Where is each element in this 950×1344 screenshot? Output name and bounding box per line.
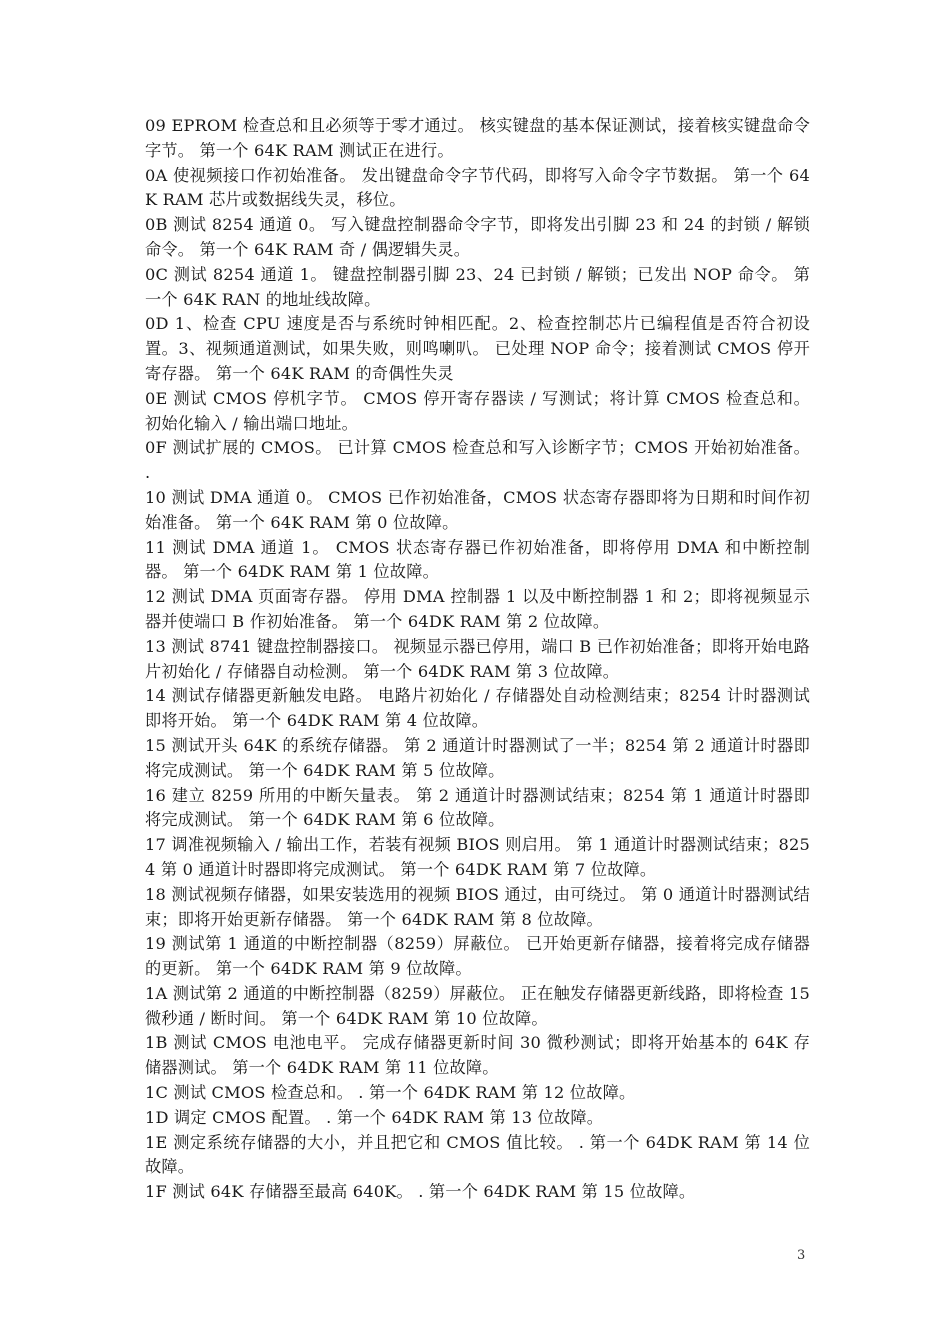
post-code-entry-1e: 1E 测定系统存储器的大小，并且把它和 CMOS 值比较。 . 第一个 64DK RAM 第 14 位故障。 xyxy=(145,1132,810,1177)
post-code-entry-15: 15 测试开头 64K 的系统存储器。 第 2 通道计时器测试了一半；8254 第 2 通道计时器即将完成测试。 第一个 64DK RAM 第 5 位故障。 xyxy=(145,735,810,780)
post-code-entry-13: 13 测试 8741 键盘控制器接口。 视频显示器已停用，端口 B 已作初始准备；即将开始电路片初始化 / 存储器自动检测。 第一个 64DK RAM 第 3 位故障。 xyxy=(145,636,810,681)
post-code-entry-10: 10 测试 DMA 通道 0。 CMOS 已作初始准备，CMOS 状态寄存器即将为日期和时间作初始准备。 第一个 64K RAM 第 0 位故障。 xyxy=(145,487,810,532)
post-code-entry-0b: 0B 测试 8254 通道 0。 写入键盘控制器命令字节，即将发出引脚 23 和 24 的封锁 / 解锁命令。 第一个 64K RAM 奇 / 偶逻辑失灵。 xyxy=(145,215,810,259)
post-code-entry-11: 11 测试 DMA 通道 1。 CMOS 状态寄存器已作初始准备，即将停用 DMA 和中断控制器。 第一个 64DK RAM 第 1 位故障。 xyxy=(145,537,810,582)
post-code-entry-0f: 0F 测试扩展的 CMOS。 已计算 CMOS 检查总和写入诊断字节；CMOS 开始初始准备。 . xyxy=(145,438,810,483)
post-code-entry-18: 18 测试视频存储器，如果安装选用的视频 BIOS 通过，由可绕过。 第 0 通道计时器测试结束；即将开始更新存储器。 第一个 64DK RAM 第 8 位故障。 xyxy=(145,884,810,929)
post-code-entry-1a: 1A 测试第 2 通道的中断控制器（8259）屏蔽位。 正在触发存储器更新线路，即将检查 15 微秒通 / 断时间。 第一个 64DK RAM 第 10 位故障。 xyxy=(145,983,810,1028)
post-code-entry-0a: 0A 使视频接口作初始准备。 发出键盘命令字节代码，即将写入命令字节数据。 第一个 64K RAM 芯片或数据线失灵，移位。 xyxy=(145,165,810,210)
post-code-entry-0e: 0E 测试 CMOS 停机字节。 CMOS 停开寄存器读 / 写测试；将计算 CMOS 检查总和。 初始化输入 / 输出端口地址。 xyxy=(145,388,810,433)
post-code-entry-1c: 1C 测试 CMOS 检查总和。 . 第一个 64DK RAM 第 12 位故障。 xyxy=(145,1083,636,1103)
post-code-entry-0c: 0C 测试 8254 通道 1。 键盘控制器引脚 23、24 已封锁 / 解锁；已发出 NOP 命令。 第一个 64K RAN 的地址线故障。 xyxy=(145,264,810,309)
post-code-entry-09: 09 EPROM 检查总和且必须等于零才通过。 核实键盘的基本保证测试，接着核实键盘命令字节。 第一个 64K RAM 测试正在进行。 xyxy=(145,116,810,160)
post-code-entry-1b: 1B 测试 CMOS 电池电平。 完成存储器更新时间 30 微秒测试；即将开始基本的 64K 存储器测试。 第一个 64DK RAM 第 11 位故障。 xyxy=(145,1033,810,1078)
post-code-entry-16: 16 建立 8259 所用的中断矢量表。 第 2 通道计时器测试结束；8254 第 1 通道计时器即将完成测试。 第一个 64DK RAM 第 6 位故障。 xyxy=(145,785,810,830)
post-code-entry-12: 12 测试 DMA 页面寄存器。 停用 DMA 控制器 1 以及中断控制器 1 和 2；即将视频显示器并使端口 B 作初始准备。 第一个 64DK RAM 第 2 位故障。 xyxy=(145,587,810,631)
post-code-entry-1d: 1D 调定 CMOS 配置。 . 第一个 64DK RAM 第 13 位故障。 xyxy=(145,1107,604,1127)
post-code-entry-19: 19 测试第 1 通道的中断控制器（8259）屏蔽位。 已开始更新存储器，接着将完成存储器的更新。 第一个 64DK RAM 第 9 位故障。 xyxy=(145,934,810,979)
post-code-entry-0d: 0D 1、检查 CPU 速度是否与系统时钟相匹配。2、检查控制芯片已编程值是否符合初设置。3、视频通道测试，如果失败，则鸣喇叭。 已处理 NOP 命令；接着测试 CMOS 停开寄存器。 第一个 64K RAM 的奇偶性失灵 xyxy=(145,314,810,383)
post-code-entry-14: 14 测试存储器更新触发电路。 电路片初始化 / 存储器处自动检测结束；8254 计时器测试即将开始。 第一个 64DK RAM 第 4 位故障。 xyxy=(145,686,810,731)
page-number: 3 xyxy=(797,1248,806,1263)
post-code-entry-17: 17 调准视频输入 / 输出工作，若装有视频 BIOS 则启用。 第 1 通道计时器测试结束；8254 第 0 通道计时器即将完成测试。 第一个 64DK RAM 第 7 位故障。 xyxy=(145,835,810,879)
document-body xyxy=(145,114,810,1205)
post-code-entry-1f: 1F 测试 64K 存储器至最高 640K。 . 第一个 64DK RAM 第 15 位故障。 xyxy=(145,1182,696,1202)
